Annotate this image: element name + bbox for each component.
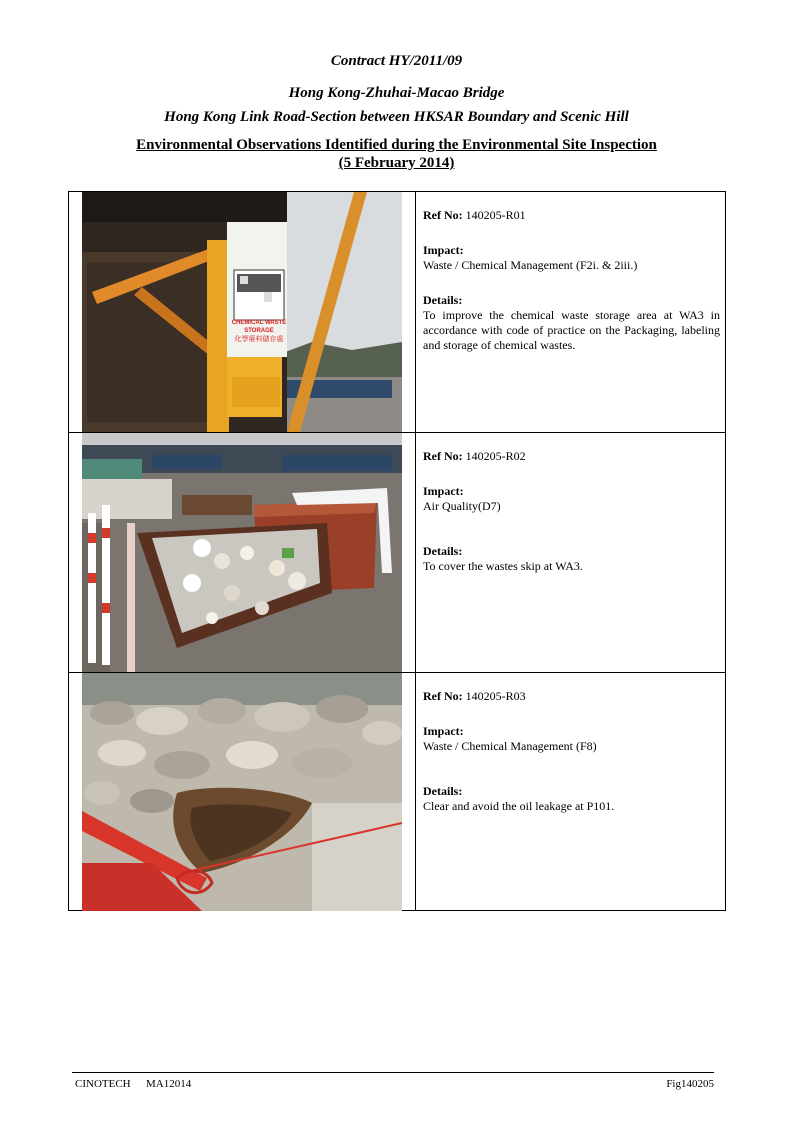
sign-text-line-2: STORAGE xyxy=(244,328,274,334)
observation-details-3 xyxy=(423,689,720,814)
ref-label: Ref No: xyxy=(423,689,463,703)
details-label: Details: xyxy=(423,293,463,307)
table-row xyxy=(69,192,725,432)
footer-doc-ref: MA12014 xyxy=(146,1078,192,1090)
details-value: Clear and avoid the oil leakage at P101. xyxy=(423,799,615,813)
impact-value: Waste / Chemical Management (F8) xyxy=(423,739,597,753)
impact-label: Impact: xyxy=(423,243,464,257)
ref-number: 140205-R03 xyxy=(465,689,526,703)
observation-details-2 xyxy=(423,449,720,574)
cell-divider xyxy=(415,673,416,911)
impact-label: Impact: xyxy=(423,484,464,498)
photo-wastes-skip xyxy=(82,433,402,673)
ref-label: Ref No: xyxy=(423,449,463,463)
photo-oil-leakage xyxy=(82,673,402,911)
photo-chemical-waste-storage xyxy=(82,192,402,432)
impact-value: Waste / Chemical Management (F2i. & 2iii.) xyxy=(423,258,638,272)
sign-text-line-3: 化學廢料儲存處 xyxy=(234,335,284,343)
impact-value: Air Quality(D7) xyxy=(423,499,501,513)
ref-label: Ref No: xyxy=(423,208,463,222)
observations-heading: Environmental Observations Identified during the Environmental Site Inspection xyxy=(136,137,657,153)
footer-figure-ref: Fig140205 xyxy=(666,1078,714,1090)
impact-label: Impact: xyxy=(423,724,464,738)
cell-divider xyxy=(415,433,416,673)
table-row xyxy=(69,672,725,911)
footer-rule xyxy=(72,1072,714,1073)
ref-number: 140205-R01 xyxy=(465,208,526,222)
cell-divider xyxy=(415,192,416,432)
observation-details-1 xyxy=(423,208,720,353)
details-label: Details: xyxy=(423,784,463,798)
project-title: Hong Kong-Zhuhai-Macao Bridge xyxy=(288,85,505,101)
details-label: Details: xyxy=(423,544,463,558)
details-value: To improve the chemical waste storage area at WA3 in accordance with code of practice on the Packaging, labeling and storage of chemical wastes. xyxy=(423,308,720,352)
section-title: Hong Kong Link Road-Section between HKSAR Boundary and Scenic Hill xyxy=(164,109,629,125)
contract-title: Contract HY/2011/09 xyxy=(330,53,463,69)
details-value: To cover the wastes skip at WA3. xyxy=(423,559,583,573)
observations-table xyxy=(68,191,726,911)
ref-number: 140205-R02 xyxy=(465,449,526,463)
table-row xyxy=(69,432,725,673)
inspection-date: (5 February 2014) xyxy=(338,155,455,171)
footer-company: CINOTECH xyxy=(75,1078,131,1090)
sign-text-line-1: CHEMICAL WASTE xyxy=(231,320,287,326)
